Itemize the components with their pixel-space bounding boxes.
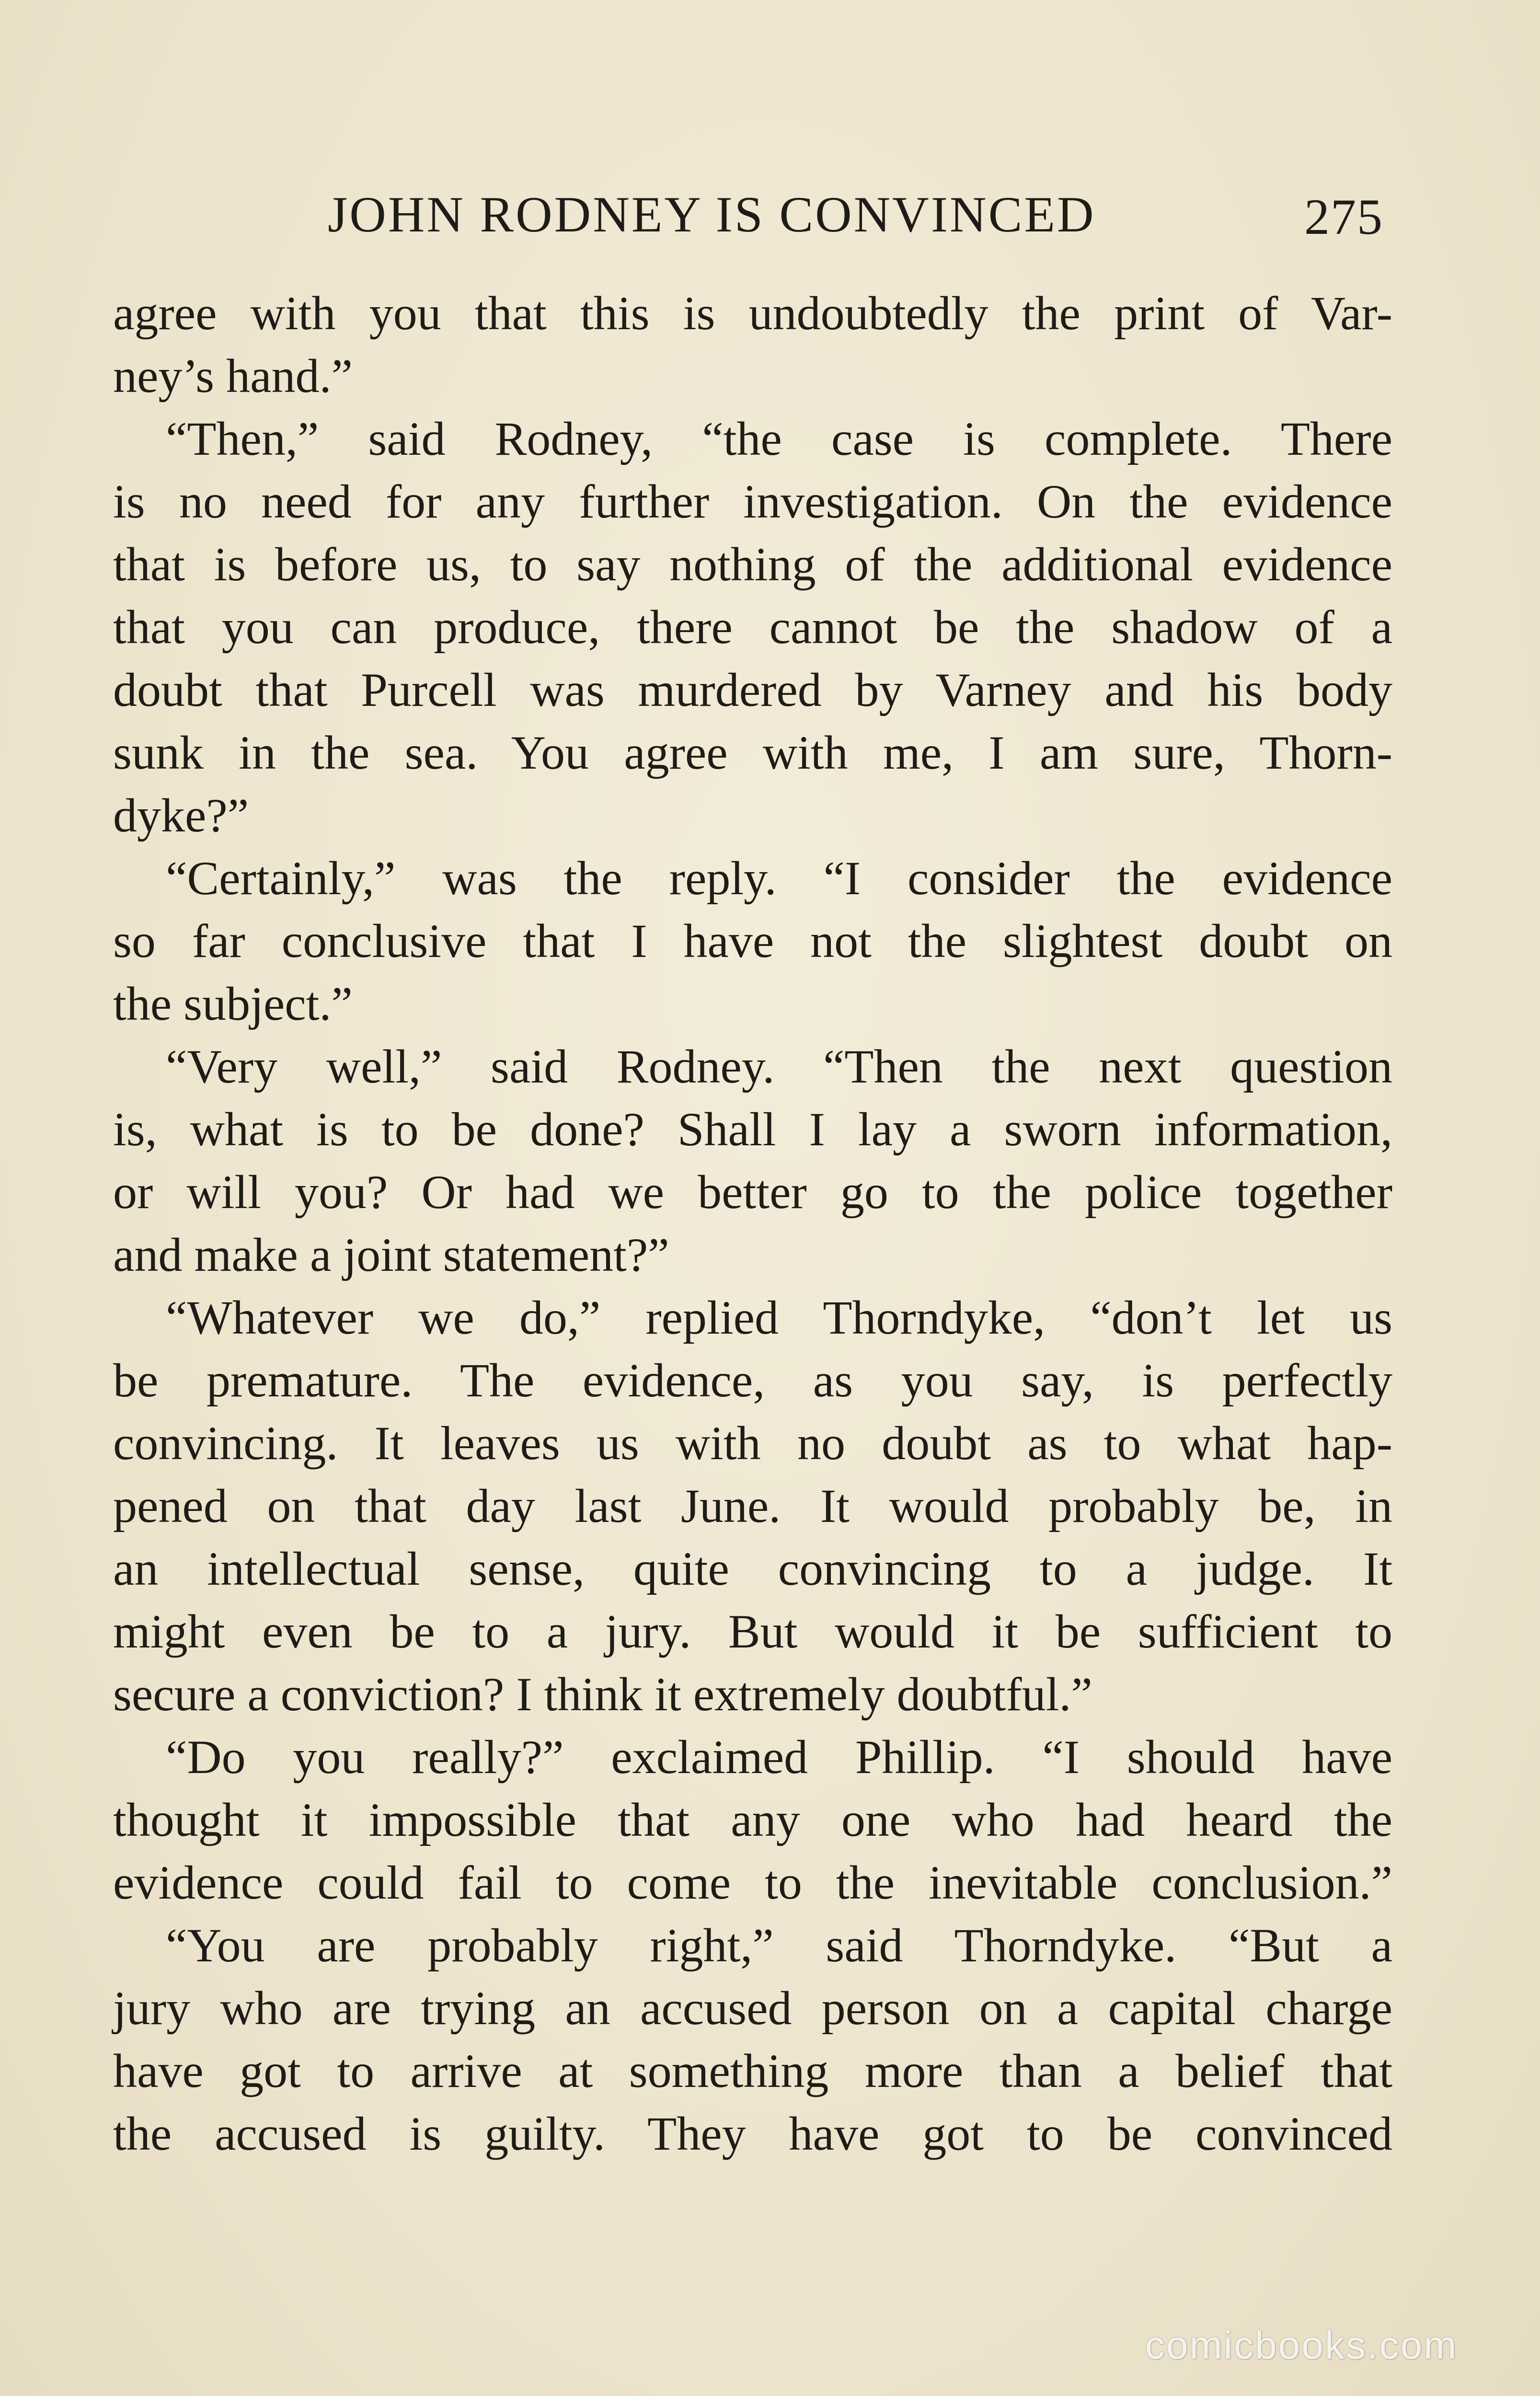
body-text — [113, 282, 1392, 2165]
text-line: have got to arrive at something more than a belief that — [113, 2044, 1392, 2097]
text-line: pened on that day last June. It would probably be, in — [113, 1479, 1392, 1532]
text-line: and make a joint statement?” — [113, 1228, 669, 1281]
text-line: is, what is to be done? Shall I lay a sworn information, — [113, 1103, 1392, 1156]
text-line: “Very well,” said Rodney. “Then the next question — [166, 1040, 1392, 1093]
text-line: sunk in the sea. You agree with me, I am sure, Thorn- — [113, 726, 1392, 779]
text-line: is no need for any further investigation. On the evidence — [113, 475, 1392, 528]
text-line: or will you? Or had we better go to the police together — [113, 1165, 1392, 1219]
page-number: 275 — [1304, 189, 1383, 245]
text-line: the accused is guilty. They have got to be convinced — [113, 2107, 1392, 2160]
text-line: jury who are trying an accused person on a capital charge — [113, 1981, 1392, 2035]
text-line: “You are probably right,” said Thorndyke. “But a — [166, 1919, 1392, 1972]
text-line: doubt that Purcell was murdered by Varney and his body — [113, 663, 1392, 716]
watermark: comicbooks.com — [1145, 2324, 1458, 2367]
text-line: thought it impossible that any one who had heard the — [113, 1793, 1392, 1846]
text-line: that is before us, to say nothing of the additional evidence — [113, 538, 1392, 591]
text-line: “Certainly,” was the reply. “I consider the evidence — [166, 852, 1392, 905]
text-line: so far conclusive that I have not the slightest doubt on — [113, 914, 1392, 968]
text-line: “Then,” said Rodney, “the case is complete. There — [166, 412, 1392, 465]
text-line: the subject.” — [113, 977, 353, 1030]
text-line: an intellectual sense, quite convincing to a judge. It — [113, 1542, 1392, 1595]
text-line: that you can produce, there cannot be the shadow of a — [113, 600, 1392, 654]
text-line: dyke?” — [113, 789, 249, 842]
running-head-title: JOHN RODNEY IS CONVINCED — [328, 186, 1096, 242]
text-line: be premature. The evidence, as you say, is perfectly — [113, 1354, 1392, 1407]
text-line: agree with you that this is undoubtedly the print of Var- — [113, 287, 1392, 340]
text-line: might even be to a jury. But would it be sufficient to — [113, 1605, 1392, 1658]
text-line: evidence could fail to come to the inevitable conclusion.” — [113, 1856, 1392, 1909]
text-line: ney’s hand.” — [113, 349, 353, 403]
text-line: convincing. It leaves us with no doubt as to what hap- — [113, 1417, 1392, 1470]
text-line: secure a conviction? I think it extremely doubtful.” — [113, 1668, 1092, 1721]
text-line: “Whatever we do,” replied Thorndyke, “don’t let us — [166, 1291, 1392, 1344]
text-line: “Do you really?” exclaimed Phillip. “I should have — [166, 1730, 1392, 1784]
